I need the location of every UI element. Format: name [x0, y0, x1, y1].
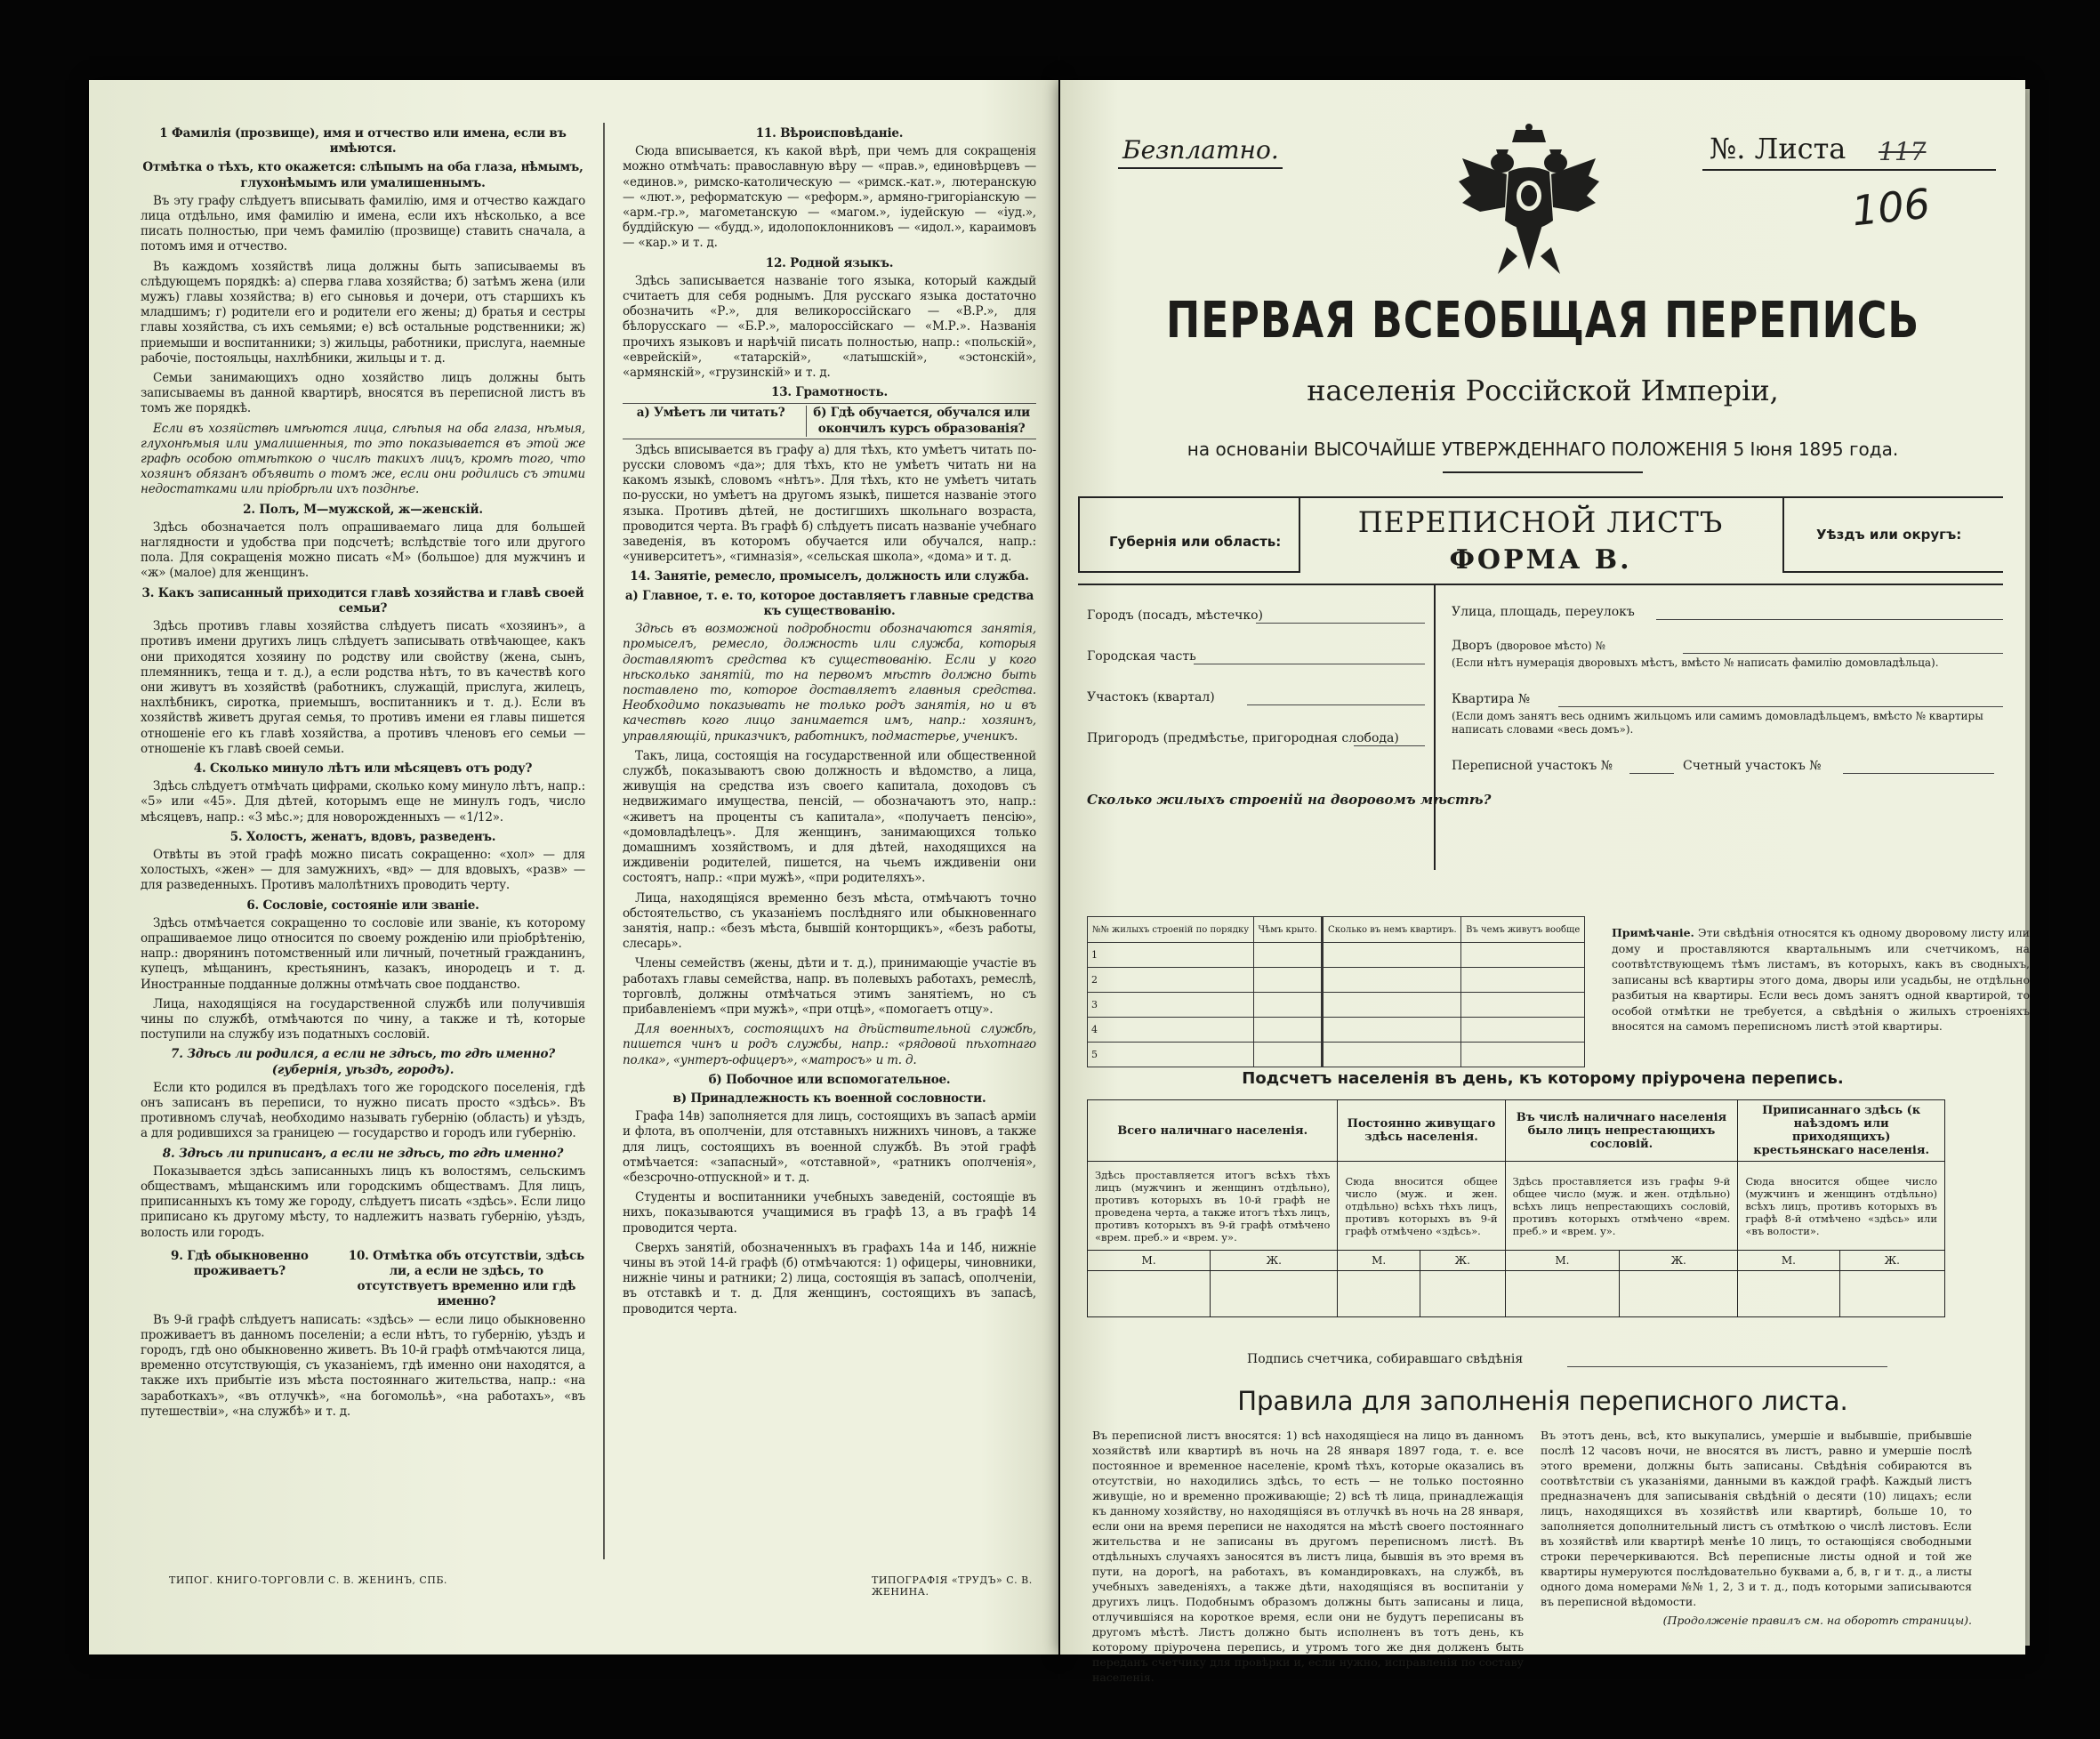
column-header: Въ чемъ живутъ вообще [1461, 917, 1585, 943]
column-header: Въ числѣ наличнаго населенія было лицъ непрестающихъ сословій. [1505, 1100, 1738, 1162]
field-precinct: Участокъ (квартал) [1087, 690, 1215, 704]
paragraph: Здѣсь вписывается въ графу а) для тѣхъ, кто умѣетъ читать по-русски словомъ «да»; для тѣхъ, кто не умѣетъ читать ни на какомъ языкѣ, словомъ «нѣтъ». Для тѣхъ, кто не умѣетъ читать по-русски, но умѣетъ на другомъ языкѣ, пишется названіе этого языка. Противъ дѣтей, не достигшихъ школьнаго возраста, проводится черта. Въ графѣ б) слѣдуетъ писать названіе учебнаго заведенія, въ которомъ обучается или обучался, напр.: «университетъ», «гимназія», «сельская школа», «дома» и т. д. [623, 442, 1036, 565]
paragraph: Семьи занимающихъ одно хозяйство лицъ должны быть записываемы въ данной квартирѣ, вносятся въ переписной листъ въ томъ же порядкѣ. [141, 371, 585, 416]
form-subtitle: ФОРМА В. [1449, 544, 1632, 576]
field-lot-label: Дворъ [1452, 639, 1493, 653]
paragraph: Если кто родился въ предѣлахъ того же городского поселенія, гдѣ онъ записанъ въ переписи, то нужно писать просто «здѣсь». Въ противномъ случаѣ, необходимо называть губернію (область) и уѣздъ, а для родившихся за границею — государство и городъ или губернію. [141, 1080, 585, 1141]
column-instruction: Здѣсь проставляется итогъ всѣхъ тѣхъ лицъ (мужчинъ и женщинъ отдѣльно), противъ которыхъ въ 10-й графѣ не проведена черта, а также итогъ тѣхъ лицъ, противъ которыхъ въ 9-й графѣ отмѣчено «врем. преб.» и «врем. у». [1088, 1162, 1338, 1251]
paragraph: Сюда вписывается, къ какой вѣрѣ, при чемъ для сокращенія можно отмѣчать: православную вѣру — «прав.», единовѣрцевъ — «единов.», римско-католическую — «римск.-кат.», лютеранскую — «лют.», реформатскую — «реформ.», армяно-григоріанскую — «арм.-гр.», магометанскую — «магом.», іудейскую — «іуд.», буддійскую — «будд.», идолопоклонниковъ — «идол.», караимовъ — «кар.» и т. д. [623, 144, 1036, 251]
field-apartment-note: (Если домъ занятъ весь однимъ жильцомъ или самимъ домовладѣльцемъ, вмѣсто № квартиры написать словами «весь домъ»). [1452, 710, 1983, 736]
double-headed-eagle-emblem [1453, 123, 1605, 278]
row-number: 4 [1088, 1018, 1254, 1043]
section-subheading: Отмѣтка о тѣхъ, кто окажется: слѣпымъ на оба глаза, нѣмымъ, глухонѣмымъ или умалишеннымъ. [142, 160, 583, 190]
female-column: Ж. [1420, 1251, 1505, 1271]
subsection-heading: а) Умѣетъ ли читать? [636, 406, 785, 421]
buildings-table [1087, 916, 1585, 1067]
legal-basis: на основаніи ВЫСОЧАЙШЕ УТВЕРЖДЕННАГО ПОЛОЖЕНІЯ 5 Іюня 1895 года. [1187, 439, 1899, 460]
section-heading: 13. Грамотность. [771, 385, 888, 400]
column-header: Всего наличнаго населенія. [1088, 1100, 1338, 1162]
buildings-note [1612, 925, 2030, 1035]
paragraph: Графа 14в) заполняется для лицъ, состоящихъ въ запасѣ арміи и флота, въ ополченіи, для отставныхъ нижнихъ чиновъ, а также для лицъ, состоящихъ въ военной службѣ. Въ этой графѣ отмѣчается: «запасный», «отставной», «ратникъ ополченія», «безсрочно-отпускной» и т. д. [623, 1109, 1036, 1185]
rules-continued-note: (Продолженіе правилъ см. на оборотѣ страницы). [1662, 1614, 1972, 1627]
rule [1078, 571, 1300, 573]
subsection-heading: в) Принадлежность къ военной сословности. [672, 1091, 986, 1106]
table-row [1088, 993, 1585, 1018]
section-heading: 11. Вѣроисповѣданіе. [755, 126, 904, 141]
section-heading: 8. Здѣсь ли приписанъ, а если не здѣсь, то гдѣ именно? [162, 1146, 564, 1161]
section-heading: 10. Отмѣтка объ отсутствіи, здѣсь ли, а если не здѣсь, то отсутствуетъ временно или гдѣ именно? [348, 1248, 584, 1309]
section-heading: 14. Занятіе, ремесло, промыселъ, должность или служба. [630, 569, 1029, 584]
female-column: Ж. [1620, 1251, 1738, 1271]
female-column: Ж. [1211, 1251, 1338, 1271]
section-heading: 1 Фамилія (прозвище), имя и отчество или имена, если въ имѣются. [159, 126, 567, 157]
column-header: Приписаннаго здѣсь (к наѣздомъ или приходящихъ) крестьянскаго населенія. [1738, 1100, 1945, 1162]
form-title: ПЕРЕПИСНОЙ ЛИСТЪ [1357, 505, 1724, 539]
male-column: М. [1338, 1251, 1420, 1271]
census-form-page [1060, 80, 2030, 1684]
column-header: №№ жилыхъ строеній по порядку [1088, 917, 1254, 943]
paragraph: Отвѣты въ этой графѣ можно писать сокращенно: «хол» — для холостыхъ, «жен» — для замужнихъ, «вд» — для вдовыхъ, «разв» — для разведенныхъ. Противъ малолѣтнихъ проводить черту. [141, 847, 585, 893]
rule [1078, 496, 2003, 498]
table-row [1088, 1043, 1585, 1067]
section-heading: 5. Холостъ, женатъ, вдовъ, разведенъ. [229, 829, 496, 844]
instructions-column-1 [141, 123, 585, 1424]
column-instruction: Сюда вносится общее число (муж. и жен. отдѣльно) всѣхъ тѣхъ лицъ, противъ которыхъ въ 9-й графѣ отмѣчено «здѣсь». [1338, 1162, 1505, 1251]
field-census-area: Переписной участокъ № [1452, 759, 1613, 773]
paragraph: Студенты и воспитанники учебныхъ заведеній, состоящіе въ нихъ, показываются учащимися въ графѣ 13, а въ графѣ 14 проводится черта. [623, 1190, 1036, 1236]
paragraph: Здѣсь въ возможной подробности обозначаются занятія, промыселъ, ремесло, должность или служба, которыя доставляютъ средства къ существованію. Если у кого нѣсколько занятій, то на первомъ мѣстѣ должно быть поставлено то, которое доставляетъ главныя средства. Необходимо показывать не только родъ занятія, но и въ качествѣ кого лицо занимается имъ, напр.: хозяинъ, управляющій, приказчикъ, работникъ, подмастерье, ученикъ. [623, 622, 1036, 744]
row-number: 3 [1088, 993, 1254, 1018]
rule [1078, 584, 2003, 585]
section-heading: 12. Родной языкъ. [765, 255, 894, 270]
field-apartment: Квартира № [1452, 692, 1531, 706]
signature-label: Подпись счетчика, собиравшаго свѣдѣнія [1247, 1352, 1524, 1366]
paragraph: Здѣсь слѣдуетъ отмѣчать цифрами, сколько кому минуло лѣтъ, напр.: «5» или «45». Для дѣтей, которымъ еще не минулъ годъ, число мѣсяцевъ, напр.: «3 мѣс.»; для новорожденныхъ — «1/12». [141, 779, 585, 825]
paragraph: Члены семействъ (жены, дѣти и т. д.), принимающіе участіе въ работахъ главы семейства, напр. въ полевыхъ работахъ, ремеслѣ, торговлѣ, должны отмѣчаться этимъ занятіемъ, но съ прибавленіемъ «при мужѣ», «при отцѣ», «помогаетъ отцу». [623, 956, 1036, 1017]
section-heading: 6. Сословіе, состояніе или званіе. [246, 898, 479, 913]
paragraph: Сверхъ занятій, обозначенныхъ въ графахъ 14а и 14б, нижніе чины въ этой 14-й графѣ (б) отмѣчаются: 1) офицеры, чиновники, нижніе чины и ратники; 2) лица, состоящія въ запасѣ, ополченіи, въ отставкѣ и т. д. Для женщинъ, состоящихъ въ запасѣ, проводится черта. [623, 1240, 1036, 1316]
field-lot [1452, 639, 1605, 653]
table-row [1088, 943, 1585, 968]
section-heading: 3. Какъ записанный приходится главѣ хозяйства и главѣ своей семьи? [141, 585, 584, 616]
district-label: Уѣздъ или округъ: [1816, 527, 1962, 543]
table-row [1088, 1018, 1585, 1043]
province-label: Губернія или область: [1109, 534, 1282, 550]
paragraph: Показывается здѣсь записанныхъ лицъ къ волостямъ, сельскимъ обществамъ, мѣщанскимъ или городскимъ обществамъ. Для лицъ, приписанныхъ къ тому же городу, слѣдуетъ писать «здѣсь». Если лицо приписано къ другому мѣсту, то надлежитъ назвать губернію, уѣздъ, волость или городъ. [141, 1163, 585, 1240]
rules-text-left: Въ переписной листъ вносятся: 1) всѣ находящіеся на лицо въ данномъ хозяйствѣ или квартирѣ въ ночь на 28 января 1897 года, т. е. все постоянное и временное населеніе, кромѣ тѣхъ, которые оказались въ отсутствіи, но находились здѣсь, то есть — не только постоянно живущіе, но и временно проживающіе; 2) всѣ тѣ лица, принадлежащія къ данному хозяйству, но находящіяся въ отлучкѣ въ ночь на 28 января, если они на время переписи не находятся на мѣстѣ своего постояннаго жительства и не записаны въ другомъ переписномъ листѣ. Въ отдѣльныхъ случаяхъ заносятся въ листъ лица, бывшія въ это время въ пути, на дорогѣ, на работахъ, въ командировкахъ, на службѣ, въ учебныхъ заведеніяхъ, а также дѣти, находящіяся въ воспитаніи у другихъ лицъ. Подобнымъ образомъ должны быть записаны и лица, отлучившіяся на короткое время, если они не будутъ переписаны въ другомъ мѣстѣ. Листъ должно быть исполненъ въ тотъ день, къ которому пріурочена перепись, и утромъ того же дня долженъ быть переданъ счетчику для провѣрки и, если нужно, исправленія по составу населенія. [1092, 1429, 1524, 1684]
column-instruction: Сюда вносится общее число (мужчинъ и женщинъ отдѣльно) всѣхъ лицъ, противъ которыхъ въ графѣ 8-й отмѣчено «здѣсь» или «въ волости». [1738, 1162, 1945, 1251]
population-count-table [1087, 1099, 1945, 1317]
subtitle: населенія Россійской Имперіи, [1307, 374, 1779, 407]
note-text: Эти свѣдѣнія относятся къ одному дворовому листу или дому и проставляются квартальнымъ или счетчикомъ, на соотвѣтствующемъ тѣмъ листамъ, въ которыхъ, какъ въ сводныхъ, записаны всѣ квартиры этого дома, дворы или усадьбы, не отдѣльно разбитыя на квартиры. Если весь домъ занятъ одной квартирой, то особой отмѣтки не требуется, а свѣдѣнія о жилыхъ строеніяхъ вносятся на самомъ переписномъ листѣ этой квартиры. [1612, 926, 2030, 1033]
paragraph: Здѣсь обозначается полъ опрашиваемаго лица для большей наглядности и удобства при подсчетѣ; вслѣдствіе того или другого пола. Для сокращенія можно писать «М» (большое) для мужчинъ и «ж» (малое) для женщинъ. [141, 519, 585, 581]
divider [1443, 471, 1643, 473]
printer-imprint: ТИПОГ. КНИГО-ТОРГОВЛИ С. В. ЖЕНИНЪ, СПБ. [169, 1574, 447, 1586]
column-header: Постоянно живущаго здѣсь населенія. [1338, 1100, 1505, 1162]
rules-text-right [1541, 1428, 1972, 1628]
paragraph: Для военныхъ, состоящихъ на дѣйствительной службѣ, пишется чинъ и родъ службы, напр.: «рядовой пѣхотнаго полка», «унтеръ-офицеръ», «матросъ» и т. д. [623, 1022, 1036, 1067]
underline [1702, 169, 1996, 171]
sheet-number-struck: 117 [1879, 137, 1927, 166]
male-column: М. [1738, 1251, 1839, 1271]
paragraph: Въ каждомъ хозяйствѣ лица должны быть записываемы въ слѣдующемъ порядкѣ: а) сперва глава хозяйства; б) затѣмъ жена (или мужъ) главы хозяйства; в) его сыновья и дочери, отъ старшихъ къ младшимъ; г) родители его и родители его жены; д) братья и сестры главы хозяйства, съ ихъ семьями; е) всѣ остальные родственники; ж) приемыши и воспитанники; з) жильцы, работники, прислуга, наемные рабочіе, постояльцы, нахлѣбники, жильцы и т. д. [141, 259, 585, 366]
paragraph: Въ эту графу слѣдуетъ вписывать фамилію, имя и отчество каждаго лица отдѣльно, имя фамилію и имена, если ихъ нѣсколько, а все писать полностью, при чемъ фамилію (прозвище) ставить сначала, а потомъ имя и отчество. [141, 193, 585, 254]
row-number: 5 [1088, 1043, 1254, 1067]
rule [1782, 571, 2003, 573]
subsection-heading: б) Гдѣ обучается, обучался или окончилъ курсъ образованія? [806, 406, 1036, 436]
table-row [1088, 1271, 1945, 1317]
male-column: М. [1088, 1251, 1211, 1271]
note-label: Примѣчаніе. [1612, 926, 1694, 939]
column-divider [603, 123, 605, 1559]
paragraph: Лица, находящіяся временно безъ мѣста, отмѣчаютъ точно обстоятельство, съ указаніемъ послѣдняго или обыкновеннаго занятія, напр.: «безъ мѣста, бывшій конторщикъ», «безъ работы, слесарь». [623, 890, 1036, 952]
row-number: 1 [1088, 943, 1254, 968]
field-city-district: Городская часть [1087, 649, 1196, 664]
section-heading: 7. Здѣсь ли родился, а если не здѣсь, то гдѣ именно? (губернія, уѣздъ, городъ). [171, 1047, 555, 1077]
field-lot-hint: (дворовое мѣсто) № [1496, 640, 1605, 652]
table-row [1088, 968, 1585, 993]
instructions-page [89, 80, 1058, 1654]
buildings-question: Сколько жилыхъ строеній на дворовомъ мѣстѣ? [1087, 792, 1492, 808]
rules-paragraph: Въ этотъ день, всѣ, кто выкупались, умершіе и выбывшіе, прибывшіе послѣ 12 часовъ ночи, не вносятся въ листъ, равно и умершіе послѣ этого времени, должны быть записаны. Свѣдѣнія собираются въ соотвѣтствіи съ указаніями, данными въ каждой графѣ. Каждый листъ предназначенъ для записыванія свѣдѣній о десяти (10) лицахъ; если лицъ, находящихся въ хозяйствѣ или квартирѣ, больше 10, то заполняется дополнительный листъ съ отмѣткою о числѣ листовъ. Если въ хозяйствѣ или квартирѣ менѣе 10 лицъ, то остающіяся свободными строки перечеркиваются. Всѣ переписные листы одной и той же квартиры нумеруются послѣдовательно буквами а, б, в, г и т. д., а листы одного дома номерами №№ 1, 2, 3 и т. д., подъ которыми записываются въ переписной вѣдомости. [1541, 1429, 1972, 1608]
field-lot-note: (Если нѣтъ нумерація дворовыхъ мѣстъ, вмѣсто № написать фамилію домовладѣльца). [1452, 656, 1939, 669]
paragraph: Здѣсь противъ главы хозяйства слѣдуетъ писать «хозяинъ», а противъ имени другихъ лицъ слѣдуетъ записывать отвѣчающее, какъ они приходятся хозяину по родству или свойству (жена, сынъ, племянникъ, теща и т. д.), а если родства нѣтъ, то въ качествѣ кого они живутъ въ хозяйствѣ (работникъ, служащій, прислуга, жилецъ, нахлѣбникъ, сиротка, приемышъ, воспитанникъ и т. д.). Если въ хозяйствѣ живетъ другая семья, то противъ имени ея главы пишется отношеніе его къ главѣ хозяйства, а противъ членовъ его семьи — отношеніе къ главѣ своей семьи. [141, 619, 585, 756]
field-suburb: Пригородъ (предмѣстье, пригородная слобода) [1087, 731, 1399, 745]
paragraph: Лица, находящіяся на государственной службѣ или получившія чины по службѣ, отмѣчаются по чину, а также и тѣ, которые поступили на службу изъ податныхъ сословій. [141, 996, 585, 1043]
main-title: ПЕРВАЯ ВСЕОБЩАЯ ПЕРЕПИСЬ [1165, 292, 1920, 350]
section-heading: 2. Полъ, М—мужской, ж—женскій. [243, 502, 483, 517]
field-city: Городъ (посадъ, мѣстечко) [1087, 608, 1264, 623]
column-instruction: Здѣсь проставляется изъ графы 9-й общее число (муж. и жен. отдѣльно) всѣхъ лицъ непрестающихъ сословій, противъ которыхъ отмѣчено «врем. преб.» и «врем. у». [1505, 1162, 1738, 1251]
free-label: Безплатно. [1122, 135, 1279, 165]
field-counting-area: Счетный участокъ № [1683, 759, 1822, 773]
female-column: Ж. [1839, 1251, 1944, 1271]
subsection-heading: а) Главное, т. е. то, которое доставляетъ главные средства къ существованію. [624, 588, 1034, 618]
sheet-number-label: №. Листа [1710, 132, 1847, 165]
field-street: Улица, площадь, переулокъ [1452, 605, 1635, 619]
rules-title: Правила для заполненія переписного листа. [1237, 1386, 1848, 1416]
subsection-heading: б) Побочное или вспомогательное. [708, 1072, 951, 1087]
row-number: 2 [1088, 968, 1254, 993]
section-heading: 4. Сколько минуло лѣтъ или мѣсяцевъ отъ роду? [193, 761, 533, 776]
paragraph: Здѣсь записывается названіе того языка, который каждый считаетъ для себя роднымъ. Для русскаго языка достаточно обозначить «Р.», для великороссійскаго — «В.Р.», для бѣлорусскаго — «Б.Р.», малороссійскаго — «М.Р.». Названія прочихъ языковъ и нарѣчій писать полностью, напр.: «польскій», «еврейскій», «татарскій», «латышскій», «эстонскій», «армянскій», «грузинскій» и т. д. [623, 273, 1036, 381]
paragraph: Въ 9-й графѣ слѣдуетъ написать: «здѣсь» — если лицо обыкновенно проживаетъ въ данномъ поселеніи; а если нѣтъ, то губернію, уѣздъ и городъ, гдѣ оно обыкновенно живетъ. Въ 10-й графѣ отмѣчаются лица, временно отсутствующія, съ указаніемъ, гдѣ именно они находятся, а также ихъ прибытіе изъ мѣста постояннаго жительства, напр.: «на заработкахъ», «въ отлучкѣ», «на богомольѣ», «на работахъ», «въ путешествіи», «на службѣ» и т. д. [141, 1312, 585, 1419]
column-header: Сколько въ немъ квартиръ. [1323, 917, 1461, 943]
underline [1118, 167, 1283, 169]
paragraph: Такъ, лица, состоящія на государственной или общественной службѣ, показываютъ свою должность и вѣдомство, а лица, живущія на средства изъ своего капитала, доходовъ съ недвижимаго имущества, пенсій, — обозначаютъ это, напр.: «живетъ на проценты съ капитала», «получаетъ пенсію», «домовладѣлецъ». Для женщинъ, занимающихся только домашнимъ хозяйствомъ, и для дѣтей, находящихся на иждивеніи родителей, пишется, на чьемъ иждивеніи они состоятъ, напр.: «при мужѣ», «при родителяхъ». [623, 748, 1036, 886]
male-column: М. [1505, 1251, 1620, 1271]
sheet-number-handwritten: 106 [1849, 179, 1933, 236]
column-header: Чѣмъ крыто. [1254, 917, 1323, 943]
paragraph: Здѣсь отмѣчается сокращенно то сословіе или званіе, къ которому опрашиваемое лицо относится по своему рожденію или пріобрѣтенію, напр.: дворянинъ потомственный или личный, почетный гражданинъ, купецъ, мѣщанинъ, крестьянинъ, казакъ, инородецъ и т. д. Иностранные подданные должны отмѣчать свое подданство. [141, 915, 585, 992]
instructions-column-2 [623, 123, 1036, 1322]
printer-imprint: ТИПОГРАФІЯ «ТРУДЪ» С. В. ЖЕНИНА. [872, 1574, 1033, 1598]
paragraph: Если въ хозяйствѣ имѣются лица, слѣпыя на оба глаза, нѣмыя, глухонѣмыя или умалишенныя, то это показывается въ этой же графѣ особою отмѣткою о числѣ такихъ лицъ, кромѣ того, что хозяинъ обязанъ объявить о томъ же, если они родились съ этими недостатками или пріобрѣли ихъ позднѣе. [141, 421, 585, 497]
section-heading: 9. Гдѣ обыкновенно проживаетъ? [171, 1248, 309, 1279]
population-count-heading: Подсчетъ населенія въ день, къ которому пріурочена перепись. [1242, 1069, 1844, 1088]
